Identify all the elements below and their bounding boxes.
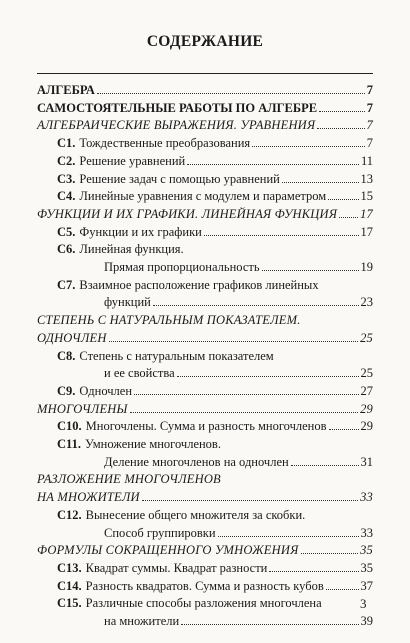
toc-entry-code: С7.: [57, 277, 76, 292]
dot-leader: [181, 624, 358, 625]
toc-entry-code: С9.: [57, 383, 76, 398]
toc-entry-page: 13: [360, 171, 373, 186]
toc-entry-page: 11: [360, 153, 373, 168]
toc-entry-title: С3. Решение задач с помощью уравнений: [57, 171, 280, 186]
toc-entry-page: 7: [366, 100, 373, 115]
toc-entry-title: С13. Квадрат суммы. Квадрат разности: [57, 560, 268, 575]
toc-entry-page: 7: [366, 118, 373, 133]
toc-entry-title: С9. Одночлен: [57, 383, 133, 398]
toc-entry-title: С7. Взаимное расположение графиков линейных: [57, 277, 319, 292]
toc-entry-code: С12.: [57, 507, 82, 522]
toc-entry-page: 35: [360, 543, 373, 558]
toc-entry-title: МНОГОЧЛЕНЫ: [37, 401, 128, 416]
toc-entry-page: 17: [360, 206, 373, 221]
toc-entry-page: 7: [366, 83, 373, 97]
toc-entry-page: 35: [360, 560, 373, 575]
toc-entry-code: С4.: [57, 189, 76, 204]
toc-entry-title: НА МНОЖИТЕЛИ: [37, 490, 140, 505]
toc-entry-title: АЛГЕБРАИЧЕСКИЕ ВЫРАЖЕНИЯ. УРАВНЕНИЯ: [37, 118, 316, 133]
toc-entry-code: С13.: [57, 560, 82, 575]
toc-entry-page: 29: [360, 401, 373, 416]
toc-entry-page: 37: [360, 578, 373, 593]
toc-entry-title: Прямая пропорциональность: [104, 260, 260, 274]
toc-entry-code: С11.: [57, 437, 81, 451]
toc-entry-title: С5. Функции и их графики: [57, 224, 202, 239]
toc-entry-page: 33: [360, 525, 373, 540]
toc-entry-page: 17: [360, 224, 373, 239]
toc-entry[interactable]: [37, 608, 373, 628]
toc-entry-title: С11. Умножение многочленов.: [57, 437, 221, 451]
toc-entry-page: 31: [360, 454, 373, 469]
toc-entry-title: С8. Степень с натуральным показателем: [57, 348, 274, 363]
toc-entry-page: 27: [360, 383, 373, 398]
toc-entry-title: функций: [104, 295, 151, 310]
toc-entry-title: САМОСТОЯТЕЛЬНЫЕ РАБОТЫ ПО АЛГЕБРЕ: [37, 100, 318, 115]
toc-entry-code: С1.: [57, 136, 76, 151]
toc-entry-page: 25: [360, 366, 373, 381]
page-title: СОДЕРЖАНИЕ: [146, 33, 264, 50]
top-rule: [37, 73, 373, 74]
toc-entry-page: 15: [360, 189, 373, 204]
toc-entry-title: СТЕПЕНЬ С НАТУРАЛЬНЫМ ПОКАЗАТЕЛЕМ.: [37, 313, 301, 328]
toc-entry-code: С15.: [57, 596, 82, 611]
toc-entry-title: С14. Разность квадратов. Сумма и разность кубов: [57, 578, 324, 593]
toc-entry-code: С2.: [57, 153, 76, 168]
toc-entry-title: С10. Многочлены. Сумма и разность многочленов: [57, 419, 327, 434]
toc-entry-code: С14.: [57, 578, 82, 593]
toc-entry-page: 39: [360, 614, 373, 628]
toc-entry-title: ФУНКЦИИ И ИХ ГРАФИКИ. ЛИНЕЙНАЯ ФУНКЦИЯ: [37, 206, 338, 221]
toc-entry-page: 19: [360, 260, 373, 274]
page-number: 3: [360, 596, 367, 611]
toc-entry-page: 23: [360, 295, 373, 310]
toc-entry-title: С6. Линейная функция.: [57, 242, 184, 257]
toc-entry-title: АЛГЕБРА: [37, 83, 95, 97]
toc-entry-code: С10.: [57, 419, 82, 434]
toc-entry-code: С3.: [57, 171, 76, 186]
toc-entry-title: С12. Вынесение общего множителя за скобки.: [57, 507, 306, 522]
toc-entry-title: на множители: [104, 614, 180, 628]
toc-entry-page: 29: [360, 419, 373, 434]
toc-entry-title: ОДНОЧЛЕН: [37, 330, 107, 345]
toc-entry-title: С2. Решение уравнений: [57, 153, 186, 168]
toc-entry-title: РАЗЛОЖЕНИЕ МНОГОЧЛЕНОВ: [37, 472, 221, 487]
toc-entry-code: С6.: [57, 242, 76, 257]
toc-entry-code: С8.: [57, 348, 76, 363]
toc-entry-page: 33: [360, 490, 373, 505]
toc-entry-title: Деление многочленов на одночлен: [104, 454, 289, 469]
toc-entry-title: и ее свойства: [104, 366, 175, 381]
toc-entry-title: С4. Линейные уравнения с модулем и параметром: [57, 189, 327, 204]
toc-entry-title: С1. Тождественные преобразования: [57, 136, 251, 151]
toc-entry-title: Способ группировки: [104, 525, 216, 540]
toc-entry-code: С5.: [57, 224, 76, 239]
toc-entry-title: ФОРМУЛЫ СОКРАЩЕННОГО УМНОЖЕНИЯ: [37, 543, 299, 558]
toc-entry-title: С15. Различные способы разложения многочлена: [57, 596, 322, 611]
toc-entry-page: 25: [360, 330, 373, 345]
toc-entry-page: 7: [366, 136, 373, 151]
